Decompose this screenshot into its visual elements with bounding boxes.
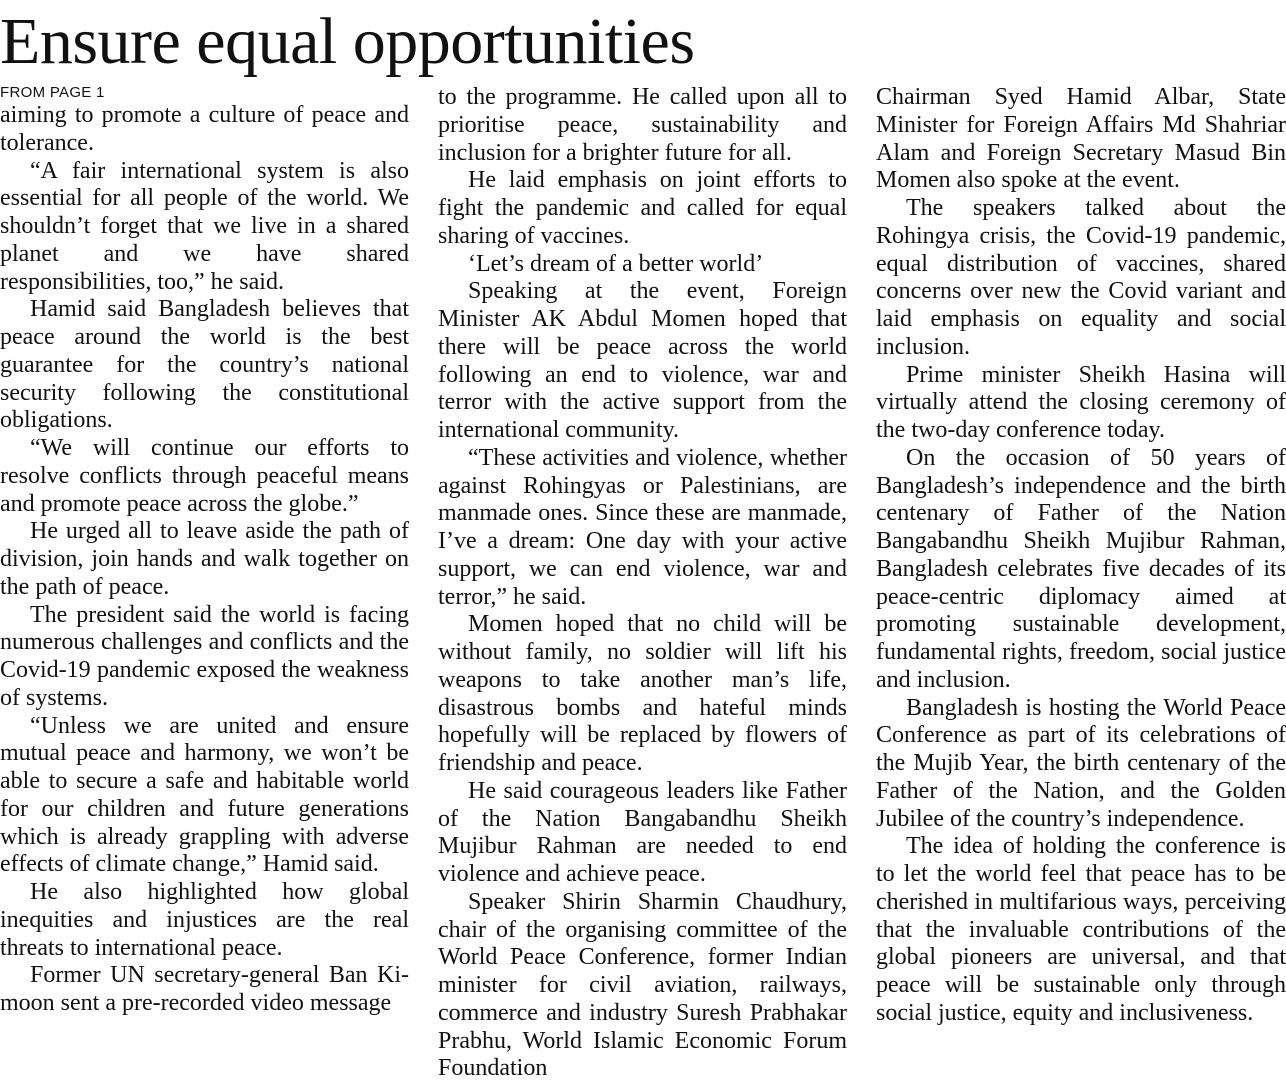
paragraph: aiming to promote a culture of peace and tolerance. bbox=[0, 102, 409, 156]
paragraph: Former UN secretary-general Ban Ki-moon sent a pre-recorded video message bbox=[0, 962, 409, 1016]
paragraph: “These activities and violence, whether against Rohingyas or Palestinians, are manmade ones. Since these are manmade, I’ve a dream: One day with your active support, we can end violence, war and terror,” he said. bbox=[438, 444, 847, 610]
paragraph: He urged all to leave aside the path of division, join hands and walk together on the path of peace. bbox=[0, 518, 409, 600]
paragraph: He said courageous leaders like Father of the Nation Bangabandhu Sheikh Mujibur Rahman are needed to end violence and achieve peace. bbox=[438, 777, 847, 887]
article-column-2 bbox=[438, 84, 847, 1084]
headline: Ensure equal opportunities bbox=[0, 5, 695, 78]
subheading: ‘Let’s dream of a better world’ bbox=[468, 250, 764, 277]
paragraph: He laid emphasis on joint efforts to fight the pandemic and called for equal sharing of vaccines. bbox=[438, 167, 847, 249]
paragraph: The president said the world is facing numerous challenges and conflicts and the Covid-19 pandemic exposed the weakness of systems. bbox=[0, 601, 409, 711]
paragraph: Prime minister Sheikh Hasina will virtually attend the closing ceremony of the two-day conference today. bbox=[876, 361, 1286, 443]
article-column-1 bbox=[0, 84, 409, 1084]
paragraph: “A fair international system is also essential for all people of the world. We shouldn’t forget that we live in a shared planet and we have shared responsibilities, too,” he said. bbox=[0, 157, 409, 295]
article-column-3 bbox=[876, 84, 1286, 1084]
paragraph: Speaker Shirin Sharmin Chaudhury, chair of the organising committee of the World Peace Conference, former Indian minister for civil aviation, railways, commerce and industry Suresh Prabhakar Prabhu, World Islamic Economic Forum Foundation bbox=[438, 888, 847, 1082]
paragraph: to the programme. He called upon all to prioritise peace, sustainability and inclusion for a brighter future for all. bbox=[438, 84, 847, 166]
paragraph: “We will continue our efforts to resolve conflicts through peaceful means and promote peace across the globe.” bbox=[0, 435, 409, 517]
paragraph: “Unless we are united and ensure mutual peace and harmony, we won’t be able to secure a safe and habitable world for our children and future generations which is already grappling with adverse effects of climate change,” Hamid said. bbox=[0, 712, 409, 878]
paragraph: Hamid said Bangladesh believes that peace around the world is the best guarantee for the country’s national security following the constitutional obligations. bbox=[0, 296, 409, 434]
paragraph: Momen hoped that no child will be without family, no soldier will lift his weapons to take another man’s life, disastrous bombs and hateful minds hopefully will be replaced by flowers of friendship and peace. bbox=[438, 611, 847, 776]
paragraph: On the occasion of 50 years of Bangladesh’s independence and the birth centenary of Father of the Nation Bangabandhu Sheikh Mujibur Rahman, Bangladesh celebrates five decades of its peace-centric diplomacy aimed at promoting sustainable development, fundamental rights, freedom, social justice and inclusion. bbox=[876, 444, 1286, 693]
paragraph: Chairman Syed Hamid Albar, State Minister for Foreign Affairs Md Shahriar Alam and Foreign Secretary Masud Bin Momen also spoke at the event. bbox=[876, 84, 1286, 194]
paragraph: The idea of holding the conference is to let the world feel that peace has to be cherished in multifarious ways, perceiving that the invaluable contributions of the global pioneers are universal, and that peace will be sustainable only through social justice, equity and inclusiveness. bbox=[876, 833, 1286, 1026]
paragraph: Speaking at the event, Foreign Minister AK Abdul Momen hoped that there will be peace across the world following an end to violence, war and terror with the active support from the international community. bbox=[438, 278, 847, 443]
continuation-label: FROM PAGE 1 bbox=[0, 84, 105, 101]
paragraph: He also highlighted how global inequities and injustices are the real threats to international peace. bbox=[0, 879, 409, 961]
paragraph: The speakers talked about the Rohingya crisis, the Covid-19 pandemic, equal distribution of vaccines, shared concerns over new the Covid variant and laid emphasis on equality and social inclusion. bbox=[876, 195, 1286, 360]
paragraph: Bangladesh is hosting the World Peace Conference as part of its celebrations of the Mujib Year, the birth centenary of the Father of the Nation, and the Golden Jubilee of the country’s independence. bbox=[876, 694, 1286, 832]
